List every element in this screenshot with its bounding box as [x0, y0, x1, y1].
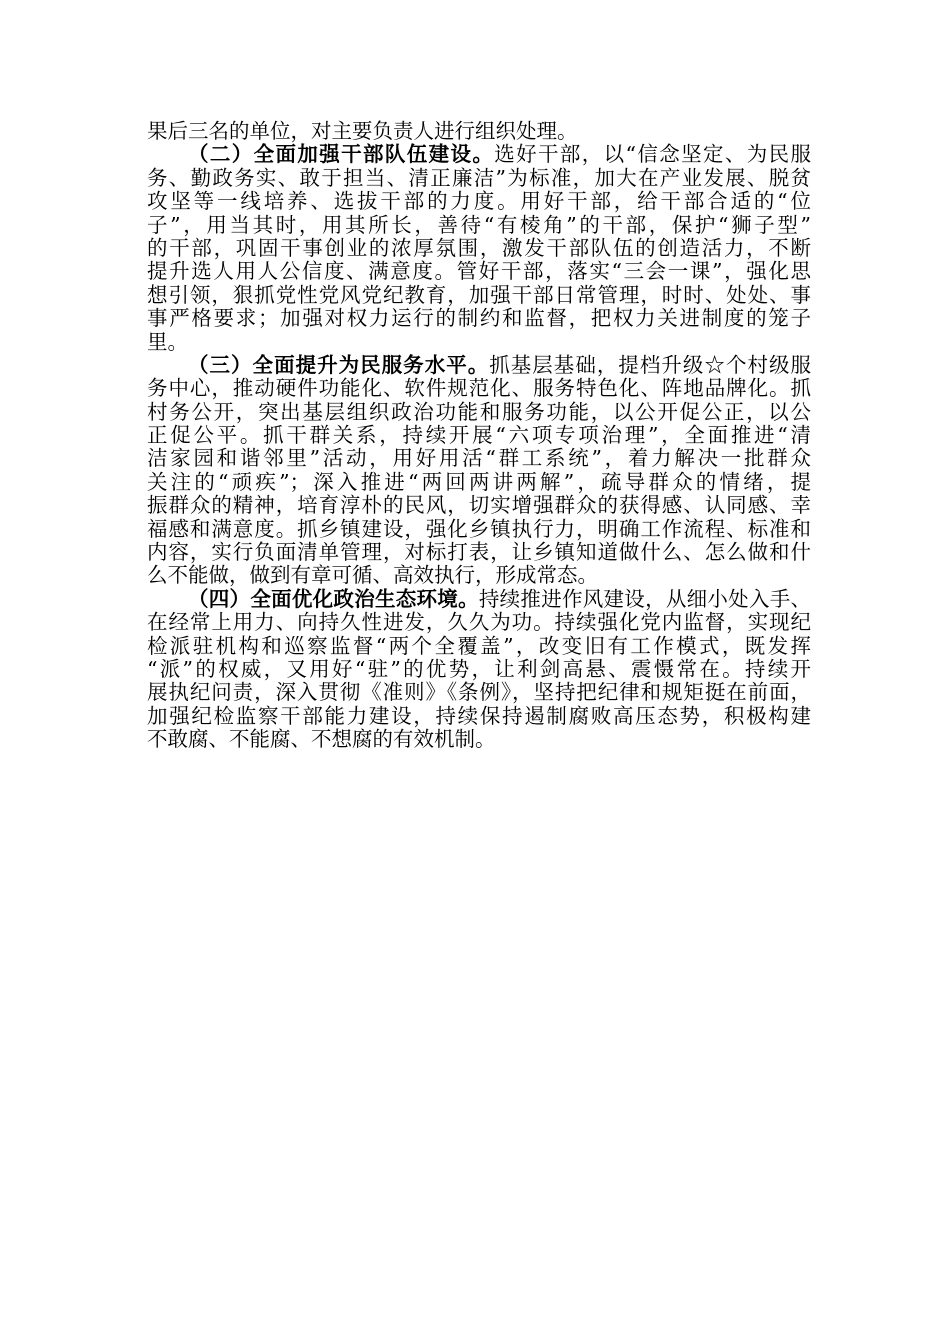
paragraph-line: 子”，用当其时，用其所长，善待“有棱角”的干部，保护“狮子型” [147, 212, 811, 237]
paragraph-line: 提升选人用人公信度、满意度。管好干部，落实“三会一课”，强化思 [147, 259, 811, 284]
section-heading: （四）全面优化政治生态环境。 [188, 586, 479, 611]
paragraph-line: 村务公开，突出基层组织政治功能和服务功能，以公开促公正，以公 [147, 399, 811, 424]
paragraph-line: 福感和满意度。抓乡镇建设，强化乡镇执行力，明确工作流程、标准和 [147, 516, 811, 541]
paragraph-line: 务、勤政务实、敢于担当、清正廉洁”为标准，加大在产业发展、脱贫 [147, 165, 811, 190]
paragraph-first-line [147, 143, 811, 166]
paragraph-first-line [147, 588, 811, 611]
paragraph-line: 么不能做，做到有章可循、高效执行，形成常态。 [147, 563, 598, 588]
paragraph-line: 加强纪检监察干部能力建设，持续保持遏制腐败高压态势，积极构建 [147, 703, 811, 728]
paragraph-line: 里。 [147, 329, 188, 354]
paragraph-line: 攻坚等一线培养、选拔干部的力度。用好干部，给干部合适的“位 [147, 189, 811, 214]
section-heading: （二）全面加强干部队伍建设。 [188, 142, 495, 167]
document-body [147, 120, 811, 752]
paragraph-line: 内容，实行负面清单管理，对标打表，让乡镇知道做什么、怎么做和什 [147, 540, 811, 565]
paragraph-line: 的干部，巩固干事创业的浓厚氛围，激发干部队伍的创造活力，不断 [147, 235, 811, 260]
paragraph-text: 选好干部，以“信念坚定、为民服 [494, 142, 812, 167]
paragraph-line: 在经常上用力、向持久性进发，久久为功。持续强化党内监督，实现纪 [147, 610, 811, 635]
paragraph-first-line [147, 354, 811, 377]
paragraph-line: 展执纪问责，深入贯彻《准则》《条例》，坚持把纪律和规矩挺在前面， [147, 680, 811, 705]
section-heading: （三）全面提升为民服务水平。 [188, 352, 490, 377]
paragraph-line: 检派驻机构和巡察监督“两个全覆盖”，改变旧有工作模式，既发挥 [147, 633, 811, 658]
paragraph-line: 洁家园和谐邻里”活动，用好用活“群工系统”，着力解决一批群众 [147, 446, 811, 471]
paragraph-line: 正促公平。抓干群关系，持续开展“六项专项治理”，全面推进“清 [147, 423, 811, 448]
paragraph-line: 务中心，推动硬件功能化、软件规范化、服务特色化、阵地品牌化。抓 [147, 376, 811, 401]
paragraph-line: 事严格要求；加强对权力运行的制约和监督，把权力关进制度的笼子 [147, 306, 811, 331]
paragraph-line: 果后三名的单位，对主要负责人进行组织处理。 [147, 119, 578, 143]
paragraph-line: 关注的“顽疾”；深入推进“两回两讲两解”，疏导群众的情绪，提 [147, 469, 811, 494]
paragraph-line: 不敢腐、不能腐、不想腐的有效机制。 [147, 727, 496, 752]
paragraph-line: “派”的权威，又用好“驻”的优势，让利剑高悬、震慑常在。持续开 [147, 656, 811, 681]
paragraph-text: 持续推进作风建设，从细小处入手、 [478, 586, 812, 611]
paragraph-text: 抓基层基础，提档升级☆个村级服 [489, 352, 811, 377]
paragraph-line: 想引领，狠抓党性党风党纪教育，加强干部日常管理，时时、处处、事 [147, 282, 811, 307]
paragraph-line: 振群众的精神，培育淳朴的民风，切实增强群众的获得感、认同感、幸 [147, 493, 811, 518]
